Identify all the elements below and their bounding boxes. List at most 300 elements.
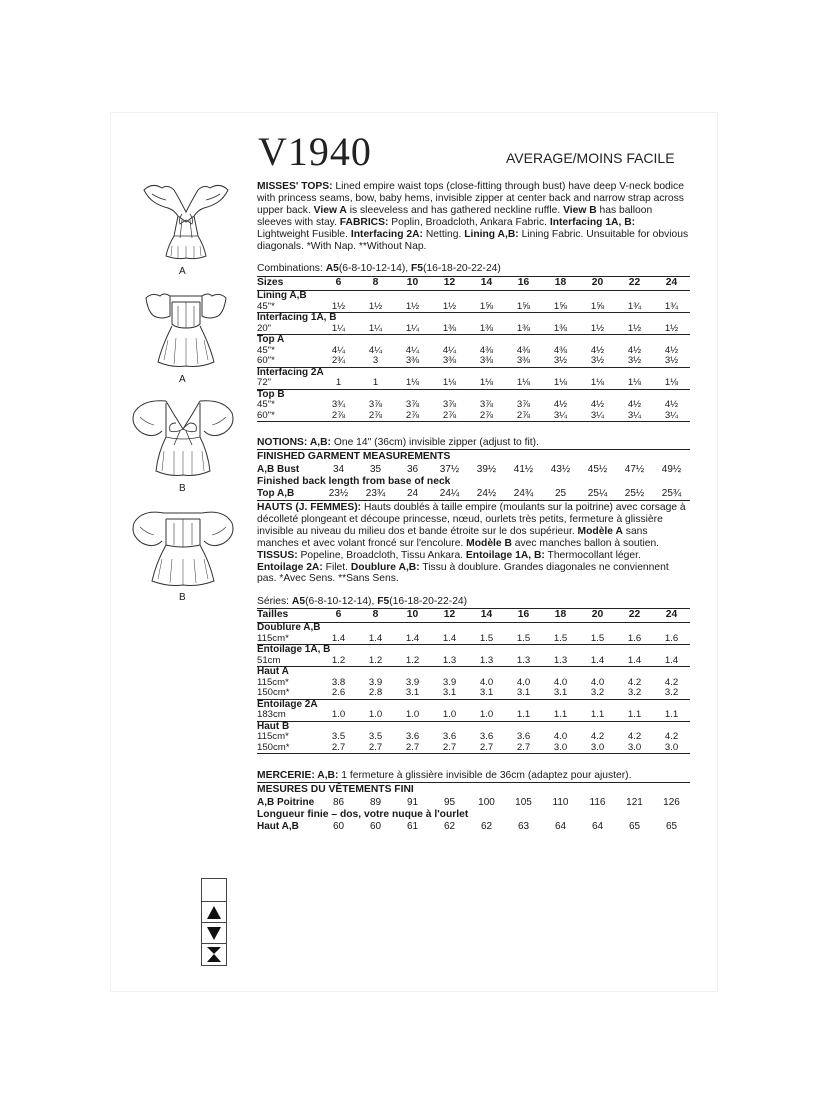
label-misses-tops: MISSES' TOPS: <box>257 181 333 192</box>
yardage-row <box>257 710 690 721</box>
yardage-cell: 1⅛ <box>405 377 420 388</box>
triangle-down-icon <box>202 922 226 944</box>
size-header-cell: 18 <box>542 277 579 291</box>
combo-f5: F5 <box>410 263 423 274</box>
fabric-width-label: 45"* <box>257 399 275 410</box>
measurement-value: 95 <box>443 797 456 808</box>
yardage-cell: 1¼ <box>368 322 383 334</box>
measurement-value: 25¾ <box>661 488 682 499</box>
yardage-cell: 1.0 <box>479 709 494 720</box>
yardage-cell: 2.7 <box>431 743 468 754</box>
view-label-a-front: A <box>179 266 186 277</box>
yardage-cell: 1 <box>372 377 379 388</box>
fabric-width-label: 20" <box>257 322 272 334</box>
yardage-cell: 3.1 <box>553 687 568 698</box>
yardage-cell: 1.3 <box>553 654 568 666</box>
yardage-cell: 3⅞ <box>442 399 457 410</box>
measurement-value: 65 <box>665 821 678 832</box>
yardage-cell: 1⅛ <box>590 377 605 388</box>
measurement-value: 62 <box>443 821 456 832</box>
size-header-cell: 22 <box>616 609 653 623</box>
yardage-cell: 4⅜ <box>553 344 568 356</box>
yardage-row <box>257 411 690 422</box>
desc-text: Popeline, Broadcloth, Tissu Ankara. <box>297 549 466 561</box>
yardage-cell: 2⅞ <box>468 411 505 422</box>
yardage-cell: 1½ <box>442 300 457 312</box>
measurement-value: 64 <box>591 821 604 832</box>
yardage-cell: 1⅛ <box>627 377 642 388</box>
yardage-cell: 3⅞ <box>516 399 531 410</box>
label-hauts: HAUTS (J. FEMMES): <box>257 502 362 513</box>
divider <box>257 782 690 783</box>
yardage-cell: 3.5 <box>368 731 383 742</box>
measurement-value: 34 <box>332 464 345 475</box>
yardage-cell: 2.6 <box>331 687 346 698</box>
finished-measurements-title-fr: MESURES DU VÊTEMENTS FINI <box>257 784 414 795</box>
yardage-cell: 1¾ <box>627 300 642 312</box>
section-title-row <box>257 291 690 302</box>
fabric-width-label: 45"* <box>257 344 275 356</box>
yardage-cell: 3.9 <box>405 676 420 688</box>
desc-text: Poplin, Broadcloth, Ankara Fabric. <box>388 216 550 228</box>
yardage-cell: 4.2 <box>590 731 605 742</box>
yardage-cell: 1⅝ <box>590 300 605 312</box>
yardage-cell: 3.9 <box>368 676 383 688</box>
yardage-cell: 3¼ <box>542 411 579 422</box>
measurement-value: 23½ <box>328 488 349 499</box>
measurement-value: 60 <box>332 821 345 832</box>
size-header-cell: 8 <box>357 277 394 291</box>
combo-prefix: Séries: <box>257 596 292 607</box>
yardage-cell: 1⅝ <box>553 300 568 312</box>
section-title: Entoilage 2A <box>257 699 690 710</box>
yardage-cell: 1¼ <box>405 322 420 334</box>
fabric-width-label: 51cm <box>257 654 281 666</box>
yardage-cell: 4.0 <box>553 731 568 742</box>
yardage-cell: 1.4 <box>590 654 605 666</box>
yardage-cell: 3.0 <box>616 743 653 754</box>
yardage-cell: 1.2 <box>331 654 346 666</box>
label-entoilage-2a: Entoilage 2A: <box>257 561 323 573</box>
yardage-row <box>257 378 690 389</box>
yardage-row <box>257 324 690 335</box>
size-header-cell: 20 <box>579 609 616 623</box>
yardage-cell: 2⅞ <box>431 411 468 422</box>
finished-top-row-fr <box>257 821 690 833</box>
yardage-cell: 1.5 <box>516 632 531 644</box>
yardage-cell: 1.4 <box>664 654 679 666</box>
yardage-cell: 1.6 <box>664 632 679 644</box>
top-length-label: Top A,B <box>257 488 295 499</box>
yardage-cell: 1.4 <box>627 654 642 666</box>
yardage-cell: 1.2 <box>405 654 420 666</box>
combo-a5: A5 <box>325 263 339 274</box>
measurement-value: 24½ <box>476 488 497 499</box>
size-header-cell: 24 <box>653 277 690 291</box>
measurement-value: 126 <box>663 797 680 808</box>
yardage-cell: 3.1 <box>442 687 457 698</box>
section-title-row <box>257 645 690 656</box>
yardage-cell: 4¼ <box>331 344 346 356</box>
combo-a5-sizes: (6-8-10-12-14), <box>338 263 411 274</box>
yardage-cell: 2.7 <box>357 743 394 754</box>
yardage-cell: 3½ <box>590 355 605 366</box>
yardage-cell: 3¼ <box>616 411 653 422</box>
measurement-value: 89 <box>369 797 382 808</box>
view-label-a-back: A <box>179 374 186 385</box>
fabric-width-label: 45"* <box>257 300 275 312</box>
label-doublure: Doublure A,B: <box>350 561 420 573</box>
yardage-row <box>257 356 690 367</box>
fabric-width-label: 150cm* <box>257 687 290 698</box>
yardage-cell: 1 <box>335 377 342 388</box>
yardage-cell: 3.1 <box>479 687 494 698</box>
measurement-value: 116 <box>589 797 606 808</box>
notions-en <box>257 437 690 449</box>
yardage-cell: 3⅞ <box>405 399 420 410</box>
combo-a5-sizes: (6-8-10-12-14), <box>305 596 378 607</box>
label-modele-b: Modèle B <box>466 537 512 549</box>
yardage-cell: 1.1 <box>553 709 568 720</box>
yardage-cell: 3.2 <box>590 687 605 698</box>
combo-f5-sizes: (16-18-20-22-24) <box>389 596 468 607</box>
yardage-cell: 4½ <box>627 344 642 356</box>
divider <box>257 500 690 501</box>
yardage-cell: 1⅝ <box>479 300 494 312</box>
desc-text: Tissu à doublure. Grandes diagonales ne conviennent pas. *Avec Sens. **Sans Sens. <box>257 561 669 585</box>
view-label-b-front: B <box>179 483 186 494</box>
size-header-row <box>257 609 690 623</box>
section-title: Interfacing 1A, B <box>257 313 690 324</box>
yardage-cell: 1.3 <box>516 654 531 666</box>
yardage-cell: 1⅜ <box>516 322 531 334</box>
combinations-fr <box>257 596 467 607</box>
desc-text: Thermocollant léger. <box>544 549 641 561</box>
size-header-row <box>257 277 690 291</box>
desc-text: avec manches ballon à soutien. <box>511 537 660 549</box>
yardage-cell: 1.1 <box>664 709 679 720</box>
yardage-row <box>257 302 690 313</box>
yardage-cell: 1.2 <box>368 654 383 666</box>
yardage-cell: 3⅞ <box>479 399 494 410</box>
yardage-cell: 2.7 <box>320 743 357 754</box>
back-length-title-fr: Longueur finie – dos, votre nuque à l'ourlet <box>257 809 469 820</box>
yardage-cell: 3⅜ <box>479 355 494 366</box>
measurement-value: 39½ <box>476 464 497 475</box>
size-header-cell: 6 <box>320 609 357 623</box>
size-header-label: Sizes <box>257 277 320 291</box>
fabric-width-label: 72" <box>257 377 272 388</box>
measurement-value: 24¼ <box>439 488 460 499</box>
desc-text: Lining Fabric. Unsuitable for obvious diagonals. *With Nap. **Without Nap. <box>257 228 689 252</box>
yardage-cell: 1⅜ <box>553 322 568 334</box>
desc-text: sans manches et avec volant froncé sur l'encolure. <box>257 525 648 549</box>
measurement-value: 25 <box>554 488 567 499</box>
size-header-cell: 14 <box>468 609 505 623</box>
notions-label: MERCERIE: A,B: <box>257 770 339 781</box>
yardage-cell: 3 <box>372 355 379 366</box>
yardage-cell: 1.4 <box>405 632 420 644</box>
yardage-cell: 4½ <box>590 399 605 410</box>
yardage-cell: 1.3 <box>442 654 457 666</box>
yardage-cell: 4.2 <box>664 731 679 742</box>
yardage-cell: 3.1 <box>516 687 531 698</box>
label-view-b: View B <box>563 204 597 216</box>
yardage-row <box>257 400 690 411</box>
measurement-value: 24 <box>406 488 419 499</box>
size-header-cell: 22 <box>616 277 653 291</box>
yardage-cell: 2.7 <box>505 743 542 754</box>
desc-text: Filet. <box>322 561 351 573</box>
yardage-cell: 1⅛ <box>516 377 531 388</box>
yardage-cell: 3¾ <box>331 399 346 410</box>
measurement-value: 91 <box>406 797 419 808</box>
size-header-cell: 12 <box>431 277 468 291</box>
yardage-cell: 1½ <box>590 322 605 334</box>
measurement-value: 23¾ <box>365 488 386 499</box>
fabric-width-label: 183cm <box>257 709 286 720</box>
yardage-cell: 1½ <box>664 322 679 334</box>
combinations-en <box>257 263 501 274</box>
combo-prefix: Combinations: <box>257 263 326 274</box>
yardage-cell: 1½ <box>331 300 346 312</box>
combo-f5: F5 <box>377 596 390 607</box>
section-title: Doublure A,B <box>257 622 321 633</box>
symbol-blank <box>202 879 226 900</box>
section-title-row <box>257 313 690 324</box>
label-tissus: TISSUS: <box>257 549 298 561</box>
yardage-row <box>257 656 690 667</box>
desc-text: Hauts doublés à taille empire (moulants sur la poitrine) avec corsage à décolleté plongeant et découpe princesse, nœud, ourlets très petits, fermeture à glissière invisible au niveau du milieu dos et bande étroite sur le dos supérieur. <box>257 502 686 537</box>
yardage-cell: 3.2 <box>664 687 679 698</box>
label-interfacing-1ab: Interfacing 1A, B: <box>549 216 636 228</box>
section-title-row <box>257 335 690 346</box>
yardage-cell: 3½ <box>553 355 568 366</box>
yardage-cell: 4½ <box>590 344 605 356</box>
desc-text: has balloon sleeves with stay. <box>257 204 653 228</box>
section-title: Haut A <box>257 667 690 678</box>
yardage-cell: 1.5 <box>553 632 568 644</box>
measurement-value: 25¼ <box>587 488 608 499</box>
desc-text: Lined empire waist tops (close-fitting through bust) have deep V-neck bodice with princess seams, bow, baby hems, invisible zipper at center back and narrow strap across upper back. <box>257 181 684 216</box>
yardage-cell: 3½ <box>627 355 642 366</box>
yardage-cell: 2¾ <box>331 355 346 366</box>
view-label-b-back: B <box>179 592 186 603</box>
measurement-value: 105 <box>515 797 532 808</box>
yardage-cell: 1.6 <box>627 632 642 644</box>
yardage-cell: 1.0 <box>331 709 346 720</box>
yardage-cell: 3.0 <box>653 743 690 754</box>
finished-measurements-title-en: FINISHED GARMENT MEASUREMENTS <box>257 451 451 462</box>
combo-a5: A5 <box>291 596 306 607</box>
fabric-width-label: 60"* <box>257 411 320 422</box>
measurement-value: 35 <box>369 464 382 475</box>
finished-bust-row-en <box>257 464 690 476</box>
size-header-cell: 8 <box>357 609 394 623</box>
measurement-value: 49½ <box>661 464 682 475</box>
yardage-cell: 3¼ <box>579 411 616 422</box>
yardage-cell: 1⅜ <box>442 322 457 334</box>
yardage-cell: 2⅞ <box>320 411 357 422</box>
size-header-cell: 16 <box>505 277 542 291</box>
measurement-value: 24¾ <box>513 488 534 499</box>
illustration-view-a-front <box>138 180 234 264</box>
yardage-cell: 1.1 <box>627 709 642 720</box>
yardage-cell: 1.0 <box>368 709 383 720</box>
yardage-cell: 1.4 <box>331 632 346 644</box>
yardage-cell: 1⅜ <box>479 322 494 334</box>
yardage-cell: 3½ <box>664 355 679 366</box>
label-lining: Lining A,B: <box>464 228 519 240</box>
label-interfacing-2a: Interfacing 2A: <box>350 228 423 240</box>
yardage-cell: 1.1 <box>590 709 605 720</box>
section-title-row <box>257 721 690 732</box>
yardage-cell: 4½ <box>627 399 642 410</box>
yardage-cell: 1.0 <box>442 709 457 720</box>
size-header-cell: 20 <box>579 277 616 291</box>
yardage-row <box>257 634 690 645</box>
section-title-row <box>257 623 690 634</box>
measurement-value: 86 <box>332 797 345 808</box>
size-header-cell: 10 <box>394 609 431 623</box>
section-title: Lining A,B <box>257 290 307 301</box>
fabric-width-label: 115cm* <box>257 632 289 644</box>
yardage-cell: 4.0 <box>516 676 531 688</box>
label-modele-a: Modèle A <box>577 525 623 537</box>
section-title: Haut B <box>257 721 690 732</box>
yardage-cell: 4½ <box>553 399 568 410</box>
yardage-cell: 3.5 <box>331 731 346 742</box>
yardage-cell: 3.0 <box>542 743 579 754</box>
yardage-row <box>257 346 690 357</box>
yardage-cell: 1½ <box>627 322 642 334</box>
yardage-cell: 3.6 <box>442 731 457 742</box>
yardage-cell: 4⅜ <box>516 344 531 356</box>
back-length-title-en: Finished back length from base of neck <box>257 476 451 487</box>
measurement-value: 62 <box>480 821 493 832</box>
yardage-row <box>257 743 690 754</box>
measurement-value: 65 <box>628 821 641 832</box>
yardage-cell: 1⅛ <box>553 377 568 388</box>
yardage-cell: 1⅛ <box>479 377 494 388</box>
size-header-cell: 10 <box>394 277 431 291</box>
finished-bust-row-fr <box>257 797 690 809</box>
yardage-cell: 1¾ <box>664 300 679 312</box>
yardage-row <box>257 732 690 743</box>
measurement-value: 121 <box>626 797 643 808</box>
fabric-width-label: 115cm* <box>257 676 289 688</box>
yardage-cell: 4½ <box>664 399 679 410</box>
pattern-number: V1940 <box>258 129 372 174</box>
pattern-symbols-box <box>201 878 227 966</box>
section-title-row <box>257 367 690 378</box>
yardage-cell: 3.0 <box>579 743 616 754</box>
measurement-value: 36 <box>406 464 419 475</box>
yardage-cell: 1⅛ <box>664 377 679 388</box>
yardage-cell: 3.8 <box>331 676 346 688</box>
yardage-cell: 3.1 <box>405 687 420 698</box>
yardage-cell: 1½ <box>405 300 420 312</box>
yardage-cell: 4.0 <box>590 676 605 688</box>
fabric-width-label: 115cm* <box>257 731 289 742</box>
yardage-cell: 1.0 <box>405 709 420 720</box>
yardage-cell: 3.6 <box>479 731 494 742</box>
yardage-cell: 1.4 <box>368 632 383 644</box>
size-header-cell: 12 <box>431 609 468 623</box>
measurement-value: 43½ <box>550 464 571 475</box>
measurement-value: 47½ <box>624 464 645 475</box>
yardage-table-en <box>257 276 690 422</box>
yardage-cell: 2⅞ <box>357 411 394 422</box>
yardage-cell: 3.6 <box>405 731 420 742</box>
hourglass-icon <box>202 943 226 965</box>
size-header-cell: 14 <box>468 277 505 291</box>
measurement-value: 41½ <box>513 464 534 475</box>
yardage-cell: 1.5 <box>590 632 605 644</box>
illustration-view-a-back <box>138 290 234 372</box>
yardage-cell: 1.5 <box>479 632 494 644</box>
yardage-cell: 2.7 <box>468 743 505 754</box>
yardage-cell: 3⅞ <box>368 399 383 410</box>
yardage-cell: 3.2 <box>627 687 642 698</box>
combo-f5-sizes: (16-18-20-22-24) <box>423 263 501 274</box>
section-title: Top A <box>257 335 690 346</box>
measurement-value: 37½ <box>439 464 460 475</box>
description-french <box>257 502 689 585</box>
measurement-value: 100 <box>478 797 495 808</box>
yardage-cell: 1¼ <box>331 322 346 334</box>
finished-top-row-en <box>257 488 690 500</box>
label-entoilage-1ab: Entoilage 1A, B: <box>465 549 545 561</box>
yardage-cell: 1½ <box>368 300 383 312</box>
measurement-value: 64 <box>554 821 567 832</box>
difficulty-level: AVERAGE/MOINS FACILE <box>506 150 675 166</box>
yardage-cell: 2⅞ <box>394 411 431 422</box>
desc-text: is sleeveless and has gathered neckline ruffle. <box>346 204 564 216</box>
yardage-cell: 4.0 <box>553 676 568 688</box>
yardage-cell: 2.8 <box>368 687 383 698</box>
size-header-cell: 16 <box>505 609 542 623</box>
yardage-cell: 4⅜ <box>479 344 494 356</box>
yardage-cell: 4¼ <box>442 344 457 356</box>
yardage-row <box>257 688 690 699</box>
section-title: Interfacing 2A <box>257 367 690 378</box>
measurement-value: 25½ <box>624 488 645 499</box>
desc-text: Lightweight Fusible. <box>257 228 351 240</box>
label-fabrics: FABRICS: <box>339 216 389 228</box>
yardage-cell: 4½ <box>664 344 679 356</box>
measurement-value: 63 <box>517 821 530 832</box>
size-header-label: Tailles <box>257 609 320 623</box>
yardage-cell: 1⅝ <box>516 300 531 312</box>
fabric-width-label: 150cm* <box>257 743 320 754</box>
measurement-value: 60 <box>369 821 382 832</box>
size-header-cell: 6 <box>320 277 357 291</box>
yardage-row <box>257 678 690 689</box>
section-title: Entoilage 1A, B <box>257 645 690 656</box>
yardage-cell: 3⅜ <box>442 355 457 366</box>
yardage-cell: 3⅜ <box>405 355 420 366</box>
yardage-cell: 2.7 <box>394 743 431 754</box>
yardage-cell: 3.9 <box>442 676 457 688</box>
yardage-cell: 3⅜ <box>516 355 531 366</box>
yardage-cell: 1.4 <box>442 632 457 644</box>
yardage-cell: 4.0 <box>479 676 494 688</box>
triangle-up-icon <box>202 901 226 923</box>
label-view-a: View A <box>313 204 347 216</box>
section-title-row <box>257 667 690 678</box>
yardage-cell: 4.2 <box>664 676 679 688</box>
